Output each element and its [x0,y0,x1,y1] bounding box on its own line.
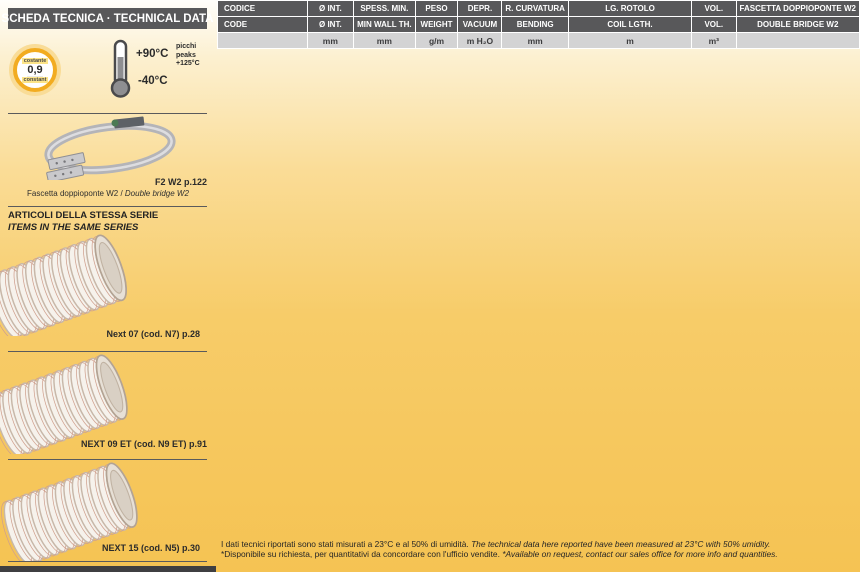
temp-peaks-label: picchi peaks +125°C [176,43,200,67]
col-header-1-it: Ø INT. [307,1,354,17]
series-title-en: ITEMS IN THE SAME SERIES [8,221,139,233]
col-header-3-en: WEIGHT [415,17,458,33]
col-header-1-en: Ø INT. [307,17,354,33]
col-header-8-en: DOUBLE BRIDGE W2 [736,17,860,33]
sidebar [0,0,216,572]
col-header-6-it: LG. ROTOLO [568,1,691,17]
series-title-it: ARTICOLI DELLA STESSA SERIE [8,210,159,221]
col-header-5-unit: mm [502,33,569,49]
series-item-next07: Next 07 (cod. N7) p.28 [106,329,200,339]
col-header-3-it: PESO [415,1,458,17]
col-header-3-unit: g/m [415,33,458,49]
footnote [221,540,859,560]
badge-label-en: constant [23,76,47,83]
col-header-5-it: R. CURVATURA [502,1,569,17]
hose-image-next07 [0,234,132,336]
footnote-line2: *Disponibile su richiesta, per quantitativi da concordare con l'ufficio vendite. *Available on request, contact our sales office for more info and quantities. [221,548,778,559]
col-header-6-en: COIL LGTH. [568,17,691,33]
col-header-0-unit [218,33,308,49]
col-header-0-it: CODICE [218,1,308,17]
thermometer-icon [106,39,136,99]
col-header-2-it: SPESS. MIN. [354,1,416,17]
divider [8,351,207,352]
series-item-next15: NEXT 15 (cod. N5) p.30 [101,543,200,553]
page-title: SCHEDA TECNICA · TECHNICAL DATA [8,8,207,29]
temp-max-label: +90°C [136,48,169,60]
temp-min-label: -40°C [138,75,168,87]
col-header-4-unit: m H₂O [458,33,502,49]
footnote-line1: I dati tecnici riportati sono stati misurati a 23°C e al 50% di umidità. The technical data here reported have been measured at 23°C with 50% umidity. [221,539,771,549]
series-title [8,210,158,233]
col-header-8-unit [736,33,860,49]
table-header [218,1,860,49]
clamp-caption: Fascetta doppioponte W2 / Double bridge W2 [27,189,189,198]
col-header-1-unit: mm [307,33,354,49]
col-header-5-en: BENDING [502,17,569,33]
constant-coefficient-badge [13,48,57,92]
col-header-4-en: VACUUM [458,17,502,33]
divider [8,561,207,562]
col-header-2-en: MIN WALL TH. [354,17,416,33]
col-header-4-it: DEPR. [458,1,502,17]
series-item-next09et: NEXT 09 ET (cod. N9 ET) p.91 [80,439,207,449]
divider [8,113,207,114]
footer-bar [0,566,216,572]
divider [8,459,207,460]
col-header-7-unit: m³ [692,33,736,49]
col-header-7-it: VOL. [692,1,736,17]
badge-label-it: costante [23,57,47,64]
badge-value: 0,9 [27,63,43,76]
col-header-6-unit: m [568,33,691,49]
technical-data-table [217,0,860,49]
col-header-0-en: CODE [218,17,308,33]
clamp-reference: F2 W2 p.122 [154,177,207,187]
divider [8,206,207,207]
hose-clamp-image [22,116,192,180]
col-header-7-en: VOL. [692,17,736,33]
col-header-2-unit: mm [354,33,416,49]
col-header-8-it: FASCETTA DOPPIOPONTE W2 [736,1,860,17]
